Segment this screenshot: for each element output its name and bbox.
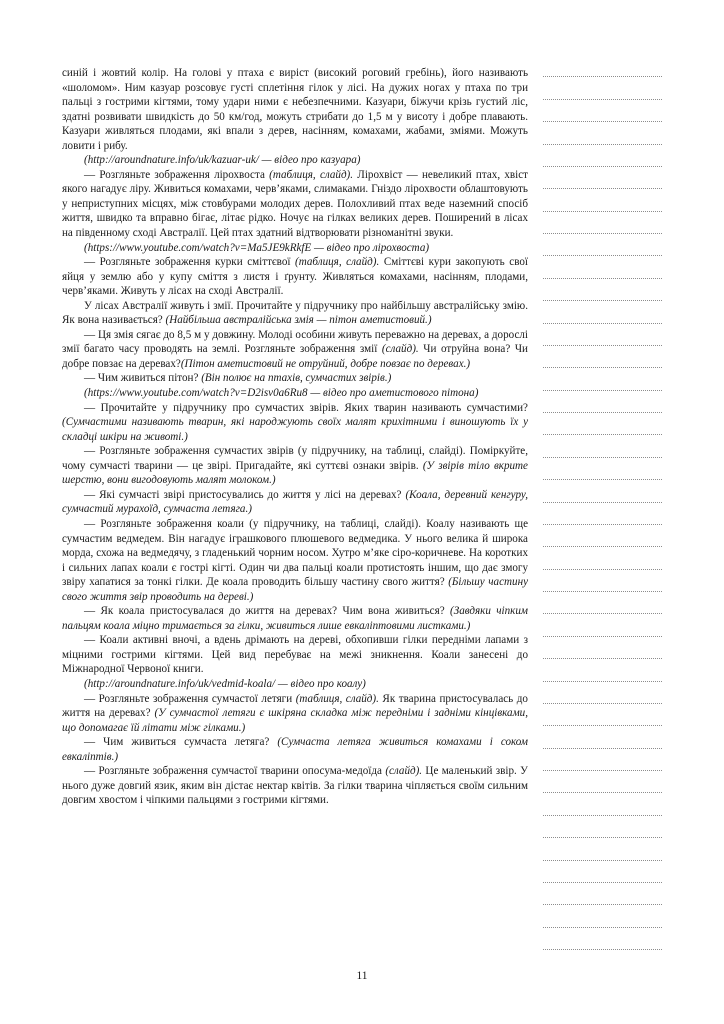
note-line — [543, 546, 662, 547]
note-line — [543, 502, 662, 503]
paragraph — [62, 735, 528, 764]
italic-text: (http://aroundnature.info/uk/vedmid-koala/ — відео про коалу) — [84, 677, 366, 690]
paragraph — [62, 604, 528, 633]
note-line — [543, 658, 662, 659]
note-line — [543, 748, 662, 749]
note-line — [543, 703, 662, 704]
note-line — [543, 837, 662, 838]
paragraph — [62, 241, 528, 256]
note-line — [543, 76, 662, 77]
paragraph — [62, 677, 528, 692]
italic-text: (Найбільша австралійська змія — пітон аметистовий.) — [165, 314, 432, 327]
body-text: синій і жовтий колір. На голові у птаха є виріст (високий роговий гребінь), його називають «шоломом». Ним казуар розсовує густі сплетіння гілок у лісі. На дужих ногах у птаха по три пальці з гострими кігтями, тому удари ними є небезпечними. Казуари, біжучи крізь густий ліс, здатні розвивати швидкість до 50 км/год, можуть стрибати до 1,5 м у висоту і добре плавають. Казуари живляться плодами, які впали з дерев, насінням, комахами, жабами, зміями. Можуть ловити і рибу. — [62, 67, 528, 152]
body-text: — Які сумчасті звірі пристосувались до життя у лісі на деревах? — [84, 488, 406, 501]
paragraph — [62, 328, 528, 372]
italic-text: (Він полює на птахів, сумчастих звірів.) — [201, 372, 392, 385]
body-text: — Розгляньте зображення сумчастої летяги — [84, 692, 296, 705]
body-text: — Розгляньте зображення лірохвоста — [84, 168, 270, 181]
body-text: У лісах Австралії живуть і змії. Прочитайте у підручнику про найбільшу австралійську змію. Як вона називається? — [62, 299, 528, 327]
body-text: — Ця змія сягає до 8,5 м у довжину. Молоді особини живуть переважно на деревах, а дорослі змії багато часу проводять на землі. Розгляньте зображення змії — [62, 328, 528, 356]
note-line — [543, 121, 662, 122]
note-line — [543, 882, 662, 883]
note-line — [543, 927, 662, 928]
note-line — [543, 815, 662, 816]
note-line — [543, 725, 662, 726]
italic-text: (https://www.youtube.com/watch?v=D2isv0a6Ru8 — відео про аметистового пітона) — [84, 387, 479, 400]
italic-text: (http://aroundnature.info/uk/kazuar-uk/ — відео про казуара) — [84, 154, 361, 167]
paragraph — [62, 386, 528, 401]
note-line — [543, 569, 662, 570]
note-line — [543, 479, 662, 480]
body-text: Чи отруйна вона? Чи добре повзає на деревах? — [62, 343, 528, 370]
note-line — [543, 770, 662, 771]
italic-text: (Більшу частину свого життя звір проводить на дереві.) — [62, 576, 528, 603]
paragraph — [62, 299, 528, 328]
note-line — [543, 345, 662, 346]
body-text: — Чим живиться сумчаста летяга? — [84, 736, 278, 749]
note-line — [543, 323, 662, 324]
paragraph — [62, 371, 528, 386]
italic-text: (У сумчастої летяги є шкіряна складка між передніми і задніми кінцівками, що допомагає їй літати між гілками.) — [62, 707, 528, 734]
paragraph — [62, 401, 528, 445]
paragraph — [62, 517, 528, 604]
paragraph — [62, 66, 528, 153]
note-line — [543, 367, 662, 368]
italic-text: (Пітон аметистовий не отруйний, добре повзає по деревах.) — [180, 357, 471, 370]
italic-text: (слайд). — [385, 765, 423, 778]
note-line — [543, 860, 662, 861]
note-line — [543, 792, 662, 793]
note-line — [543, 524, 662, 525]
body-text: Як тварина пристосувалась до життя на деревах? — [62, 692, 528, 720]
italic-text: (Коала, деревний кенгуру, сумчастий мурахоїд, сумчаста летяга.) — [62, 488, 528, 516]
note-line — [543, 255, 662, 256]
italic-text: (У звірів тіло вкрите шерстю, вони вигодовують малят молоком.) — [62, 459, 528, 487]
italic-text: (Завдяки чіпким пальцям коала міцно тримається за гілки, живиться лише евкаліптовими листками.) — [62, 605, 529, 632]
notes-lines — [543, 63, 662, 958]
italic-text: (таблиця, слайд). — [295, 692, 379, 705]
body-text: — Прочитайте у підручнику про сумчастих звірів. Яких тварин називають сумчастими? — [84, 401, 528, 414]
note-line — [543, 636, 662, 637]
note-line — [543, 144, 662, 145]
note-line — [543, 904, 662, 905]
paragraph — [62, 444, 528, 488]
italic-text: (таблиця, слайд). — [295, 256, 380, 269]
note-line — [543, 390, 662, 391]
paragraph — [62, 764, 528, 808]
note-line — [543, 99, 662, 100]
body-text: — Чим живиться пітон? — [84, 372, 202, 385]
note-line — [543, 166, 662, 167]
body-text: Сміттєві кури закопують свої яйця у землю або у купу сміття з листя і ґрунту. Живляться комахами, насінням, плодами, черв’яками. Живуть у лісах на сході Австралії. — [62, 256, 528, 298]
note-line — [543, 233, 662, 234]
body-text: Лірохвіст — невеликий птах, хвіст якого нагадує ліру. Живиться комахами, черв’яками, слимаками. Гніздо лірохвости облаштовують у неприступних місцях, між стовбурами молодих дерев. Полохливий птах веде наземний спосіб життя, швидко та вправно бігає, літає рідко. Ночує на гілках великих дерев. Поширений в лісах на південному сході Австралії. Цей птах здатний відтворювати різноманітні звуки. — [62, 168, 528, 240]
main-text — [62, 66, 528, 808]
italic-text: (https://www.youtube.com/watch?v=Ma5JE9kRkfE — відео про лірохвоста) — [84, 241, 430, 254]
italic-text: (Сумчастими називають тварин, які народжують своїх малят крихітними і виношують їх у складці шкіри на животі.) — [62, 416, 528, 443]
body-text: — Коали активні вночі, а вдень дрімають на дереві, обхопивши гілки передніми лапами з міцними гострими кігтями. Цей вид перебуває на межі зникнення. Коали занесені до Міжнародної Червоної книги. — [62, 634, 528, 676]
note-line — [543, 278, 662, 279]
body-text: — Розгляньте зображення курки сміттєвої — [84, 256, 296, 269]
note-line — [543, 949, 662, 950]
note-line — [543, 613, 662, 614]
note-line — [543, 681, 662, 682]
note-line — [543, 300, 662, 301]
note-line — [543, 434, 662, 435]
page-number: 11 — [356, 970, 368, 982]
note-line — [543, 457, 662, 458]
note-line — [543, 591, 662, 592]
body-text: Це маленький звір. У нього дуже довгий язик, яким він дістає нектар квітів. За гілки тварина чіпляється своїм сильним довгим хвостом і чіпкими пальцями з гострими кігтями. — [62, 765, 529, 807]
paragraph — [62, 692, 528, 736]
note-line — [543, 188, 662, 189]
paragraph — [62, 168, 528, 241]
italic-text: (Сумчаста летяга живиться комахами і соком евкаліптів.) — [62, 736, 528, 763]
paragraph — [62, 633, 528, 677]
italic-text: (таблиця, слайд). — [269, 168, 354, 181]
body-text: — Розгляньте зображення сумчастої тварини опосума-медоїда — [84, 765, 386, 778]
note-line — [543, 412, 662, 413]
paragraph — [62, 255, 528, 299]
italic-text: (слайд). — [381, 343, 419, 356]
body-text: — Розгляньте зображення коали (у підручнику, на таблиці, слайді). Коалу називають ще сумчастим ведмедем. Він нагадує іграшкового плюшевого ведмедика. У нього велика й широка морда, схожа на ведмедячу, з гладенький чорним носом. Хутро м’яке сіро-коричневе. На коротких і сильних лапах коали є гострі кігті. Один чи два пальці коали протистоять іншим, що дає змогу звіру хапатися за тонкі гілки. Де коала проводить більшу частину свого життя? — [62, 517, 528, 589]
note-line — [543, 211, 662, 212]
paragraph — [62, 153, 528, 168]
body-text: — Розгляньте зображення сумчастих звірів (у підручнику, на таблиці, слайді). Поміркуйте, чому сумчасті тварини — це звірі. Пригадайте, які суттєві ознаки звірів. — [62, 445, 528, 472]
body-text: — Як коала пристосувалася до життя на деревах? Чим вона живиться? — [84, 605, 451, 618]
paragraph — [62, 488, 528, 517]
